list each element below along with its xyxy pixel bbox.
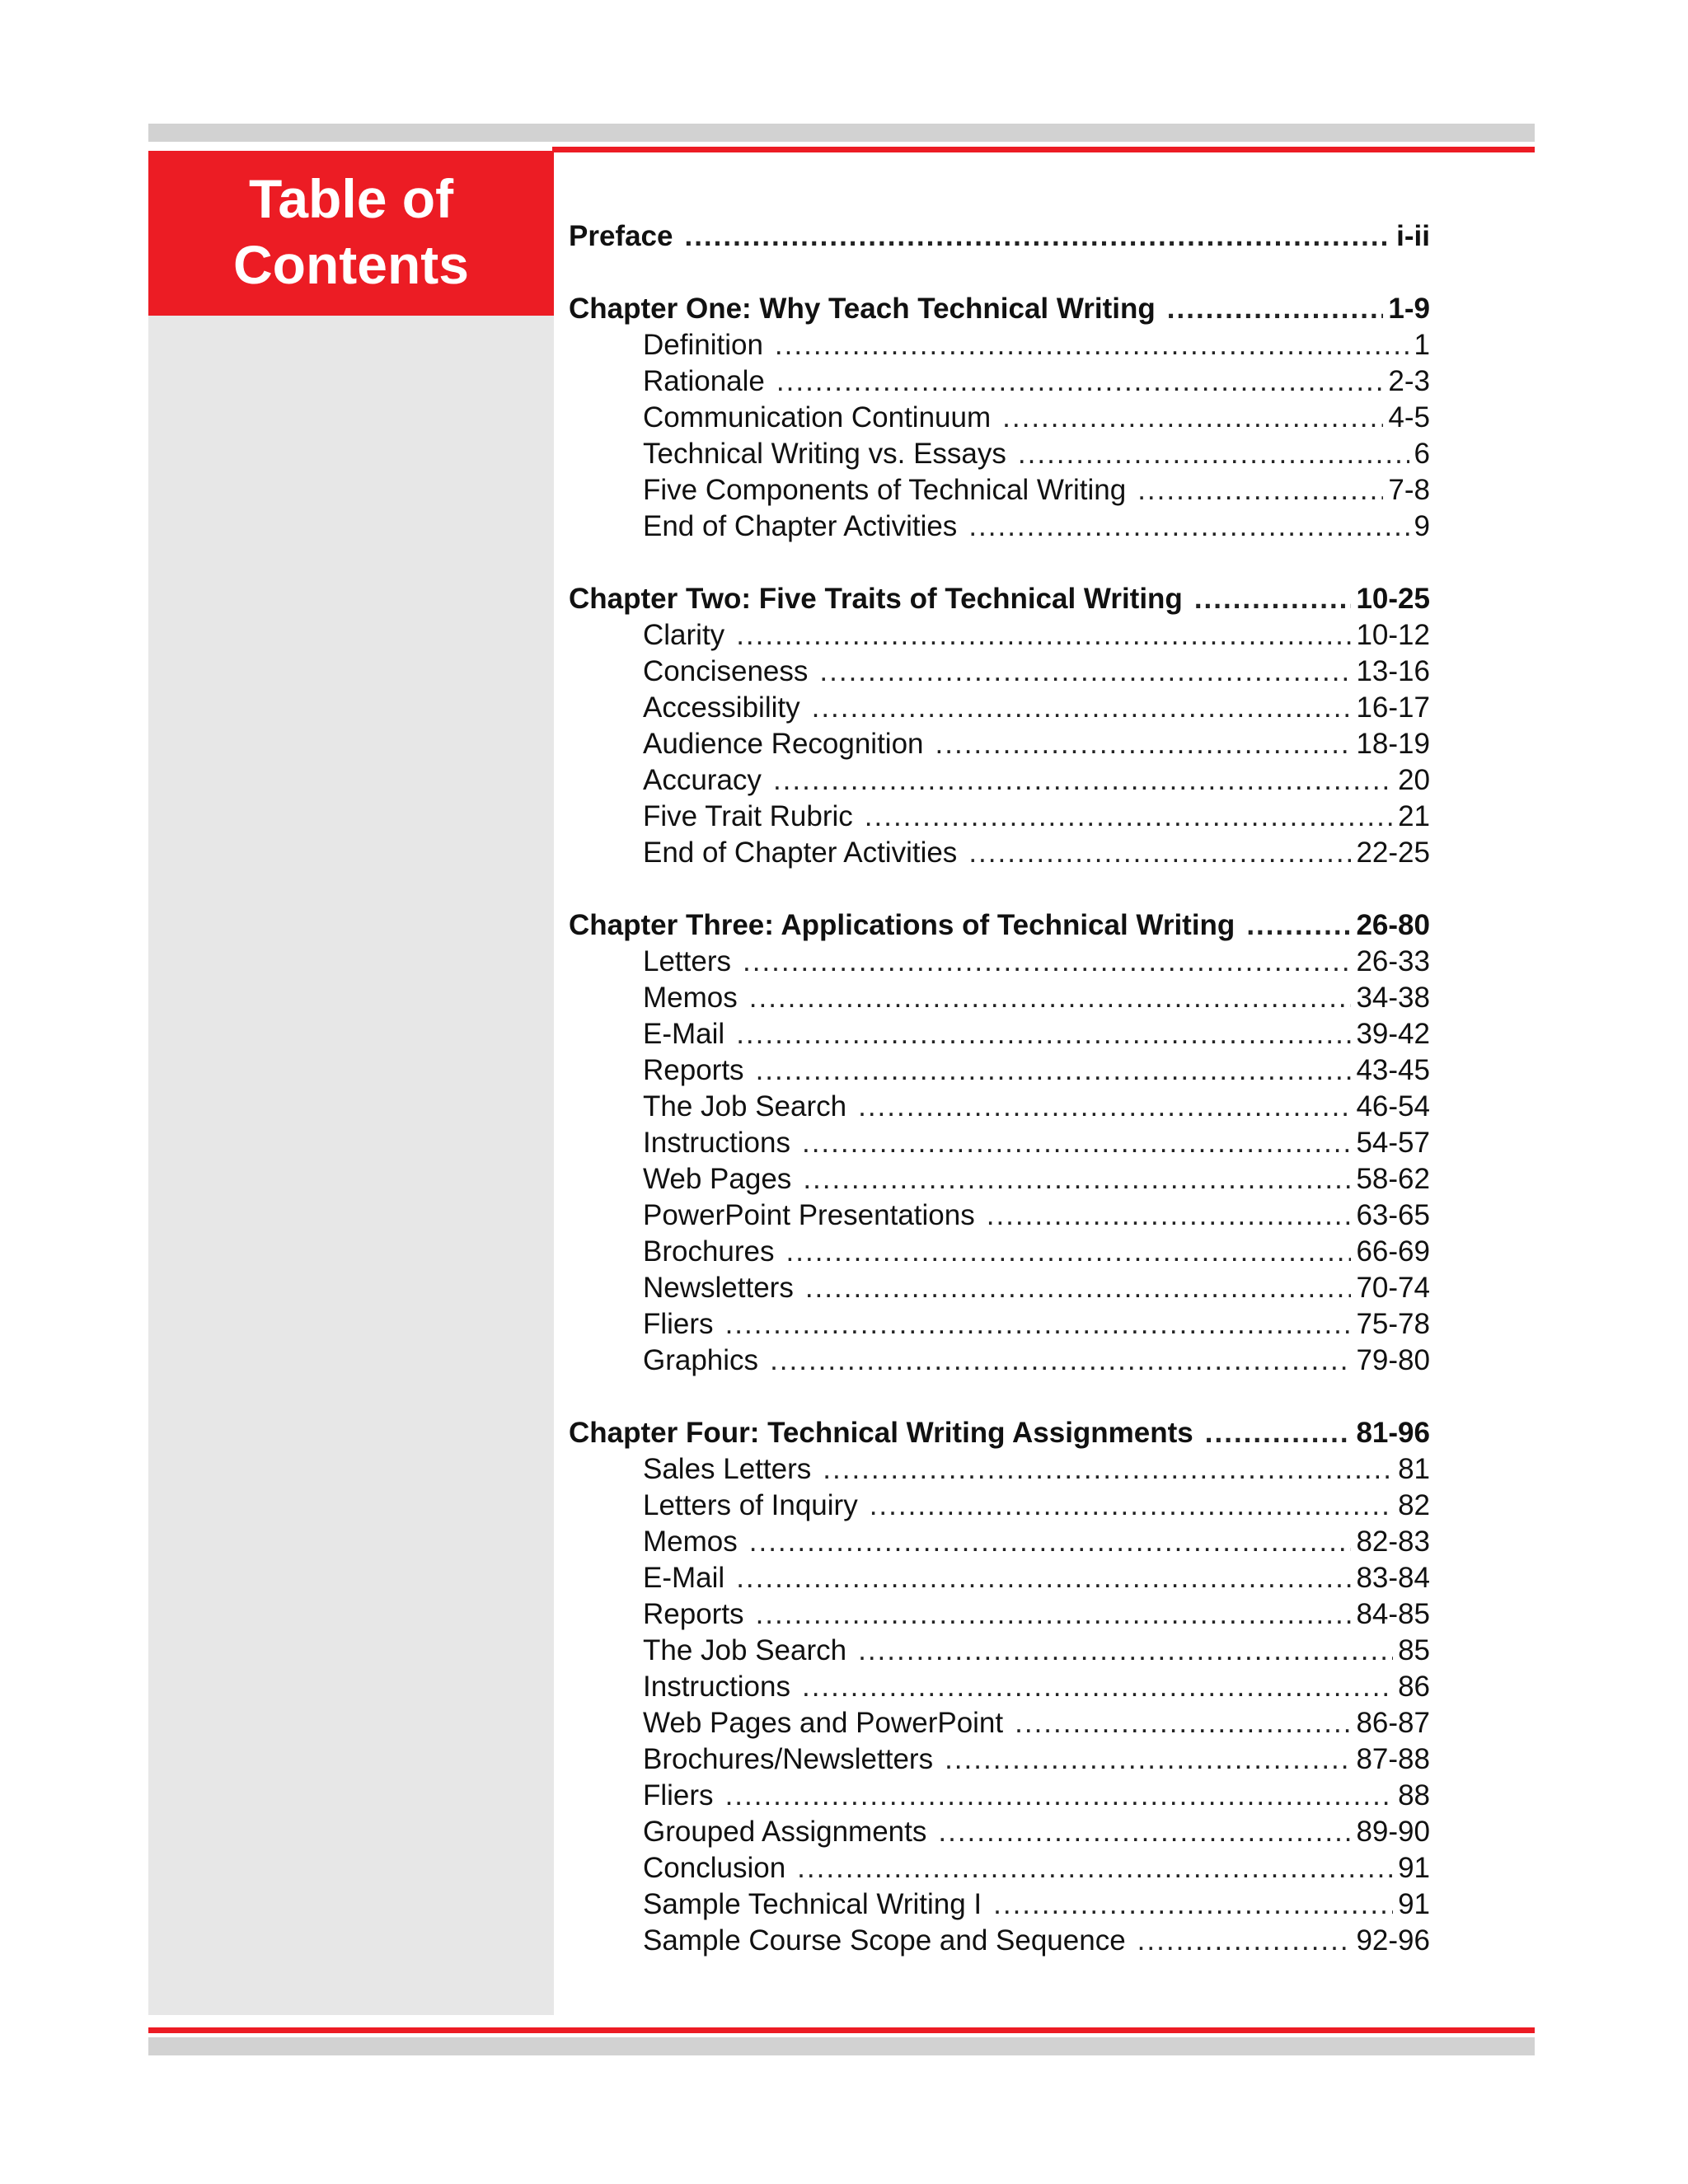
dot-leader bbox=[756, 1596, 1352, 1633]
toc-page: 34-38 bbox=[1356, 982, 1430, 1014]
dot-leader bbox=[823, 1451, 1393, 1488]
toc-label: Five Trait Rubric bbox=[643, 800, 853, 832]
toc-page: 70-74 bbox=[1356, 1272, 1430, 1304]
page-title-line-1: Table of bbox=[248, 168, 454, 229]
toc-label: Technical Writing vs. Essays bbox=[643, 438, 1006, 470]
toc-entry[interactable] bbox=[569, 762, 1430, 799]
toc-entry[interactable] bbox=[569, 1197, 1430, 1234]
toc-page: 10-12 bbox=[1356, 619, 1430, 651]
toc-page: 13-16 bbox=[1356, 655, 1430, 687]
toc-page: 87-88 bbox=[1356, 1743, 1430, 1775]
dot-leader bbox=[797, 1850, 1393, 1886]
toc-chapter[interactable] bbox=[569, 581, 1430, 617]
toc-page: 1 bbox=[1414, 329, 1430, 361]
toc-page: 54-57 bbox=[1356, 1127, 1430, 1159]
toc-page: 75-78 bbox=[1356, 1308, 1430, 1340]
toc-label: End of Chapter Activities bbox=[643, 510, 958, 542]
toc-entry[interactable] bbox=[569, 472, 1430, 509]
toc-label: Audience Recognition bbox=[643, 728, 924, 760]
toc-label: Chapter One: Why Teach Technical Writing bbox=[569, 293, 1156, 325]
dot-leader bbox=[1018, 436, 1409, 472]
toc-page: 26-33 bbox=[1356, 945, 1430, 977]
toc-page: 82-83 bbox=[1356, 1526, 1430, 1558]
toc-page: 4-5 bbox=[1388, 401, 1430, 434]
toc-page: 89-90 bbox=[1356, 1816, 1430, 1848]
toc-page: 20 bbox=[1398, 764, 1430, 796]
dot-leader bbox=[684, 218, 1391, 255]
dot-leader bbox=[968, 835, 1351, 871]
top-red-rule bbox=[552, 147, 1535, 152]
dot-leader bbox=[736, 617, 1351, 654]
toc-page: 88 bbox=[1398, 1779, 1430, 1811]
toc-entry[interactable] bbox=[569, 1488, 1430, 1524]
dot-leader bbox=[802, 1125, 1352, 1161]
toc-label: Web Pages bbox=[643, 1163, 792, 1195]
toc-page: 22-25 bbox=[1356, 837, 1430, 869]
page-title bbox=[148, 151, 554, 316]
dot-leader bbox=[1137, 472, 1383, 509]
toc-preface[interactable] bbox=[569, 218, 1430, 255]
dot-leader bbox=[819, 654, 1351, 690]
toc-page: 63-65 bbox=[1356, 1199, 1430, 1231]
dot-leader bbox=[736, 1016, 1351, 1052]
toc-label: Fliers bbox=[643, 1779, 714, 1811]
toc-page: 46-54 bbox=[1356, 1090, 1430, 1122]
toc-page: 86-87 bbox=[1356, 1707, 1430, 1739]
toc-entry[interactable] bbox=[569, 1343, 1430, 1379]
toc-entry[interactable] bbox=[569, 980, 1430, 1016]
toc-page: 92-96 bbox=[1356, 1924, 1430, 1957]
toc-page: 81 bbox=[1398, 1453, 1430, 1485]
dot-leader bbox=[756, 1052, 1352, 1089]
toc-label: Sample Course Scope and Sequence bbox=[643, 1924, 1126, 1957]
toc-entry[interactable] bbox=[569, 400, 1430, 436]
dot-leader bbox=[968, 509, 1409, 545]
dot-leader bbox=[736, 1560, 1351, 1596]
dot-leader bbox=[993, 1886, 1393, 1923]
toc-entry[interactable] bbox=[569, 654, 1430, 690]
toc-chapter[interactable] bbox=[569, 1415, 1430, 1451]
dot-leader bbox=[865, 799, 1393, 835]
toc-chapter[interactable] bbox=[569, 907, 1430, 944]
toc-entry[interactable] bbox=[569, 1306, 1430, 1343]
toc-entry[interactable] bbox=[569, 1270, 1430, 1306]
toc-page: 16-17 bbox=[1356, 691, 1430, 724]
toc-entry[interactable] bbox=[569, 327, 1430, 363]
toc-entry[interactable] bbox=[569, 1451, 1430, 1488]
table-of-contents bbox=[569, 218, 1430, 1959]
toc-label: Fliers bbox=[643, 1308, 714, 1340]
toc-page: 2-3 bbox=[1388, 365, 1430, 397]
toc-label: Rationale bbox=[643, 365, 765, 397]
dot-leader bbox=[725, 1778, 1394, 1814]
dot-leader bbox=[749, 1524, 1352, 1560]
toc-entry[interactable] bbox=[569, 1125, 1430, 1161]
toc-label: Sales Letters bbox=[643, 1453, 812, 1485]
toc-label: Accuracy bbox=[643, 764, 762, 796]
toc-entry[interactable] bbox=[569, 1633, 1430, 1669]
dot-leader bbox=[805, 1270, 1352, 1306]
toc-label: Reports bbox=[643, 1598, 744, 1630]
toc-entry[interactable] bbox=[569, 835, 1430, 871]
toc-entry[interactable] bbox=[569, 1234, 1430, 1270]
toc-page: 21 bbox=[1398, 800, 1430, 832]
dot-leader bbox=[858, 1089, 1351, 1125]
toc-entry[interactable] bbox=[569, 363, 1430, 400]
toc-page: 79-80 bbox=[1356, 1344, 1430, 1376]
toc-label: Letters of Inquiry bbox=[643, 1489, 858, 1521]
bottom-gray-rule bbox=[148, 2037, 1535, 2055]
toc-page: 7-8 bbox=[1388, 474, 1430, 506]
toc-page: 85 bbox=[1398, 1634, 1430, 1666]
toc-entry[interactable] bbox=[569, 1850, 1430, 1886]
toc-entry[interactable] bbox=[569, 944, 1430, 980]
toc-page: 66-69 bbox=[1356, 1235, 1430, 1268]
dot-leader bbox=[1137, 1923, 1352, 1959]
toc-page: 83-84 bbox=[1356, 1562, 1430, 1594]
dot-leader bbox=[1205, 1415, 1352, 1451]
toc-label: Clarity bbox=[643, 619, 725, 651]
toc-entry[interactable] bbox=[569, 1705, 1430, 1741]
toc-label: Brochures/Newsletters bbox=[643, 1743, 934, 1775]
dot-leader bbox=[770, 1343, 1351, 1379]
toc-label: Chapter Three: Applications of Technical Writing bbox=[569, 909, 1236, 941]
page-title-line-2: Contents bbox=[233, 234, 469, 295]
toc-entry[interactable] bbox=[569, 617, 1430, 654]
toc-label: Conciseness bbox=[643, 655, 809, 687]
toc-label: Graphics bbox=[643, 1344, 759, 1376]
dot-leader bbox=[812, 690, 1352, 726]
toc-entry[interactable] bbox=[569, 509, 1430, 545]
dot-leader bbox=[1015, 1705, 1351, 1741]
dot-leader bbox=[1194, 581, 1352, 617]
toc-entry[interactable] bbox=[569, 726, 1430, 762]
toc-label: PowerPoint Presentations bbox=[643, 1199, 975, 1231]
top-gray-rule bbox=[148, 124, 1535, 142]
toc-label: Conclusion bbox=[643, 1852, 786, 1884]
toc-label: Grouped Assignments bbox=[643, 1816, 927, 1848]
toc-label: Preface bbox=[569, 220, 673, 252]
toc-page: 91 bbox=[1398, 1852, 1430, 1884]
toc-page: 6 bbox=[1414, 438, 1430, 470]
toc-page: i-ii bbox=[1396, 220, 1430, 252]
toc-page: 84-85 bbox=[1356, 1598, 1430, 1630]
dot-leader bbox=[776, 363, 1384, 400]
toc-entry[interactable] bbox=[569, 1923, 1430, 1959]
toc-label: Instructions bbox=[643, 1671, 790, 1703]
dot-leader bbox=[935, 726, 1352, 762]
toc-entry[interactable] bbox=[569, 1052, 1430, 1089]
toc-page: 86 bbox=[1398, 1671, 1430, 1703]
dot-leader bbox=[749, 980, 1352, 1016]
toc-entry[interactable] bbox=[569, 799, 1430, 835]
toc-label: Five Components of Technical Writing bbox=[643, 474, 1127, 506]
dot-leader bbox=[987, 1197, 1352, 1234]
toc-page: 58-62 bbox=[1356, 1163, 1430, 1195]
dot-leader bbox=[858, 1633, 1393, 1669]
dot-leader bbox=[1167, 291, 1384, 327]
toc-entry[interactable] bbox=[569, 1089, 1430, 1125]
toc-entry[interactable] bbox=[569, 1524, 1430, 1560]
toc-page: 18-19 bbox=[1356, 728, 1430, 760]
toc-label: The Job Search bbox=[643, 1090, 847, 1122]
toc-label: E-Mail bbox=[643, 1018, 725, 1050]
toc-entry[interactable] bbox=[569, 1814, 1430, 1850]
toc-entry[interactable] bbox=[569, 1161, 1430, 1197]
toc-label: Memos bbox=[643, 982, 738, 1014]
toc-label: E-Mail bbox=[643, 1562, 725, 1594]
toc-page: 1-9 bbox=[1388, 293, 1430, 325]
toc-label: The Job Search bbox=[643, 1634, 847, 1666]
dot-leader bbox=[786, 1234, 1352, 1270]
dot-leader bbox=[773, 762, 1393, 799]
toc-label: Instructions bbox=[643, 1127, 790, 1159]
toc-page: 81-96 bbox=[1356, 1417, 1430, 1449]
toc-page: 26-80 bbox=[1356, 909, 1430, 941]
toc-label: Accessibility bbox=[643, 691, 800, 724]
toc-label: Memos bbox=[643, 1526, 738, 1558]
toc-entry[interactable] bbox=[569, 1886, 1430, 1923]
toc-label: Sample Technical Writing I bbox=[643, 1888, 982, 1920]
toc-label: Letters bbox=[643, 945, 731, 977]
toc-label: Reports bbox=[643, 1054, 744, 1086]
toc-entry[interactable] bbox=[569, 1778, 1430, 1814]
toc-label: Brochures bbox=[643, 1235, 775, 1268]
toc-entry[interactable] bbox=[569, 1016, 1430, 1052]
sidebar-panel bbox=[148, 151, 554, 2015]
toc-label: Chapter Two: Five Traits of Technical Writing bbox=[569, 583, 1183, 615]
dot-leader bbox=[938, 1814, 1351, 1850]
toc-page: 39-42 bbox=[1356, 1018, 1430, 1050]
toc-label: Chapter Four: Technical Writing Assignments bbox=[569, 1417, 1193, 1449]
dot-leader bbox=[725, 1306, 1352, 1343]
toc-page: 9 bbox=[1414, 510, 1430, 542]
toc-entry[interactable] bbox=[569, 436, 1430, 472]
toc-page: 91 bbox=[1398, 1888, 1430, 1920]
dot-leader bbox=[802, 1669, 1393, 1705]
toc-label: Communication Continuum bbox=[643, 401, 992, 434]
bottom-red-rule bbox=[148, 2027, 1535, 2033]
dot-leader bbox=[1246, 907, 1351, 944]
toc-entry[interactable] bbox=[569, 1741, 1430, 1778]
dot-leader bbox=[743, 944, 1351, 980]
toc-chapter[interactable] bbox=[569, 291, 1430, 327]
dot-leader bbox=[870, 1488, 1393, 1524]
toc-label: Web Pages and PowerPoint bbox=[643, 1707, 1004, 1739]
dot-leader bbox=[775, 327, 1409, 363]
toc-entry[interactable] bbox=[569, 690, 1430, 726]
toc-entry[interactable] bbox=[569, 1596, 1430, 1633]
toc-entry[interactable] bbox=[569, 1669, 1430, 1705]
dot-leader bbox=[803, 1161, 1351, 1197]
toc-entry[interactable] bbox=[569, 1560, 1430, 1596]
toc-label: End of Chapter Activities bbox=[643, 837, 958, 869]
toc-page: 82 bbox=[1398, 1489, 1430, 1521]
toc-label: Newsletters bbox=[643, 1272, 794, 1304]
toc-page: 43-45 bbox=[1356, 1054, 1430, 1086]
dot-leader bbox=[1002, 400, 1383, 436]
dot-leader bbox=[945, 1741, 1351, 1778]
toc-page: 10-25 bbox=[1356, 583, 1430, 615]
toc-label: Definition bbox=[643, 329, 763, 361]
